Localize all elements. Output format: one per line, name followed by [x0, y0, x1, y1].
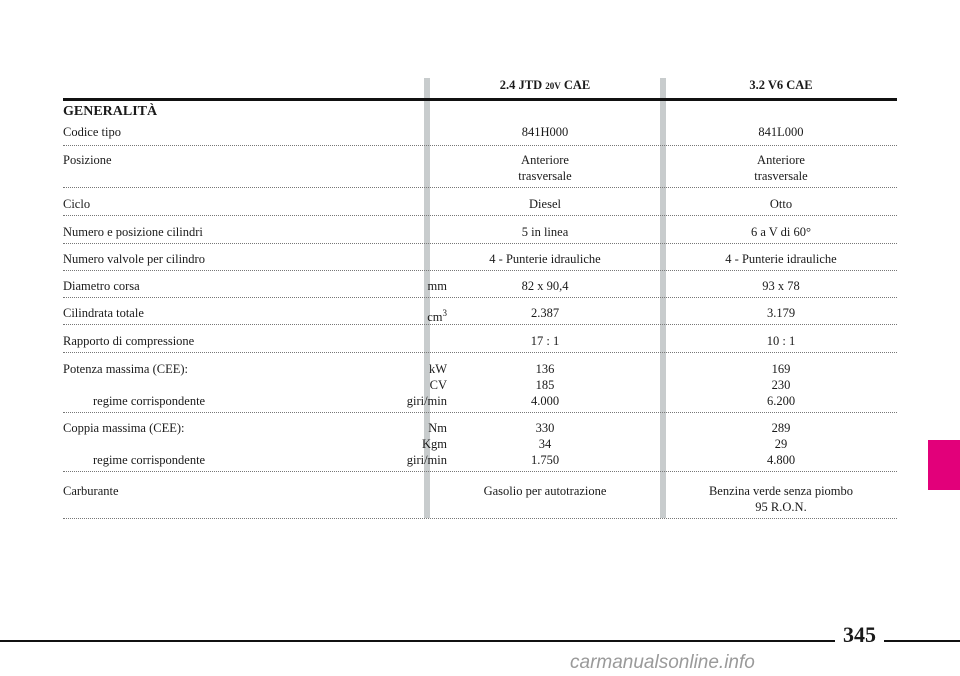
- unit-line: kW: [428, 362, 447, 376]
- value-jtd: Diesel: [529, 197, 561, 211]
- page-number: 345: [835, 622, 884, 648]
- value-jtd: 841H000: [521, 125, 569, 139]
- unit-line: Kgm: [422, 437, 447, 451]
- value-v6: Otto: [769, 197, 793, 211]
- value-jtd: 5 in linea: [521, 225, 569, 239]
- unit-superscript: 3: [442, 308, 447, 318]
- value-v6: [666, 152, 896, 184]
- spec-row-cilindrata: [63, 305, 897, 325]
- spec-row-potenza: [63, 361, 897, 413]
- row-label: Numero e posizione cilindri: [63, 225, 203, 239]
- row-label: Diametro corsa: [63, 279, 140, 293]
- value-line: 95 R.O.N.: [755, 500, 807, 514]
- spec-row-coppia: [63, 420, 897, 472]
- unit-line: giri/min: [406, 394, 447, 408]
- value-line: 230: [771, 378, 791, 392]
- row-label: Rapporto di compressione: [63, 334, 195, 348]
- label-spacer: [63, 436, 205, 452]
- value-v6: 841L000: [758, 125, 804, 139]
- column-header-v6: 3.2 V6 CAE: [749, 78, 813, 92]
- value-line: Benzina verde senza piombo: [708, 484, 854, 498]
- spec-row-posizione: [63, 152, 897, 188]
- value-line: 4.000: [530, 394, 560, 408]
- row-label: [63, 361, 205, 409]
- value-jtd: 2.387: [530, 306, 560, 320]
- section-tab-marker: [928, 440, 960, 490]
- row-unit: mm: [427, 279, 447, 293]
- label-line: Potenza massima (CEE):: [63, 362, 188, 376]
- value-jtd: [430, 361, 660, 409]
- row-label: Cilindrata totale: [63, 306, 144, 320]
- value-line: 289: [771, 421, 791, 435]
- row-label: Numero valvole per cilindro: [63, 252, 205, 266]
- value-line: trasversale: [754, 169, 808, 183]
- value-v6: 4 - Punterie idrauliche: [725, 252, 837, 266]
- row-unit: [303, 305, 447, 325]
- value-v6: [666, 420, 896, 468]
- value-v6: 6 a V di 60°: [750, 225, 812, 239]
- value-jtd: [430, 420, 660, 468]
- row-label: Carburante: [63, 484, 119, 498]
- value-line: Anteriore: [757, 153, 805, 167]
- spec-row-valvole: [63, 251, 897, 271]
- row-label: Posizione: [63, 153, 112, 167]
- spec-row-compressione: [63, 333, 897, 353]
- row-units: [303, 361, 447, 409]
- row-label: [63, 420, 205, 468]
- value-line: 1.750: [530, 453, 560, 467]
- value-line: 34: [538, 437, 552, 451]
- value-line: 330: [535, 421, 555, 435]
- value-v6: [666, 361, 896, 409]
- value-v6: 93 x 78: [762, 279, 800, 293]
- label-spacer: [63, 377, 205, 393]
- spec-row-carburante: [63, 483, 897, 519]
- value-v6: 3.179: [766, 306, 796, 320]
- value-line: 4.800: [766, 453, 796, 467]
- row-label: Codice tipo: [63, 125, 121, 139]
- sub-label: regime corrispondente: [93, 394, 206, 408]
- value-line: 6.200: [766, 394, 796, 408]
- watermark: carmanualsonline.info: [570, 652, 755, 673]
- value-line: trasversale: [518, 169, 572, 183]
- value-line: 29: [774, 437, 788, 451]
- spec-row-cilindri: [63, 224, 897, 244]
- spec-row-ciclo: [63, 196, 897, 216]
- label-line: Coppia massima (CEE):: [63, 421, 185, 435]
- value-jtd: 4 - Punterie idrauliche: [489, 252, 601, 266]
- spec-row-diametro-corsa: [63, 278, 897, 298]
- value-jtd: Gasolio per autotrazione: [483, 484, 607, 498]
- footer-rule: [0, 640, 960, 642]
- column-header-jtd: 2.4 JTD 20V CAE: [499, 78, 591, 92]
- value-line: 169: [771, 362, 791, 376]
- sub-label: regime corrispondente: [93, 453, 206, 467]
- value-line: Anteriore: [521, 153, 569, 167]
- value-v6: [666, 483, 896, 515]
- row-label: Ciclo: [63, 197, 91, 211]
- unit-text: cm: [427, 310, 443, 325]
- spec-row-codice-tipo: [63, 124, 897, 146]
- unit-line: giri/min: [406, 453, 447, 467]
- section-title: GENERALITÀ: [63, 104, 158, 119]
- value-line: 185: [535, 378, 555, 392]
- value-jtd: 17 : 1: [530, 334, 560, 348]
- unit-line: CV: [429, 378, 447, 392]
- value-v6: 10 : 1: [766, 334, 796, 348]
- unit-line: Nm: [428, 421, 447, 435]
- row-units: [303, 420, 447, 468]
- value-jtd: [430, 152, 660, 184]
- value-jtd: 82 x 90,4: [521, 279, 569, 293]
- header-rule: [63, 98, 897, 101]
- value-line: 136: [535, 362, 555, 376]
